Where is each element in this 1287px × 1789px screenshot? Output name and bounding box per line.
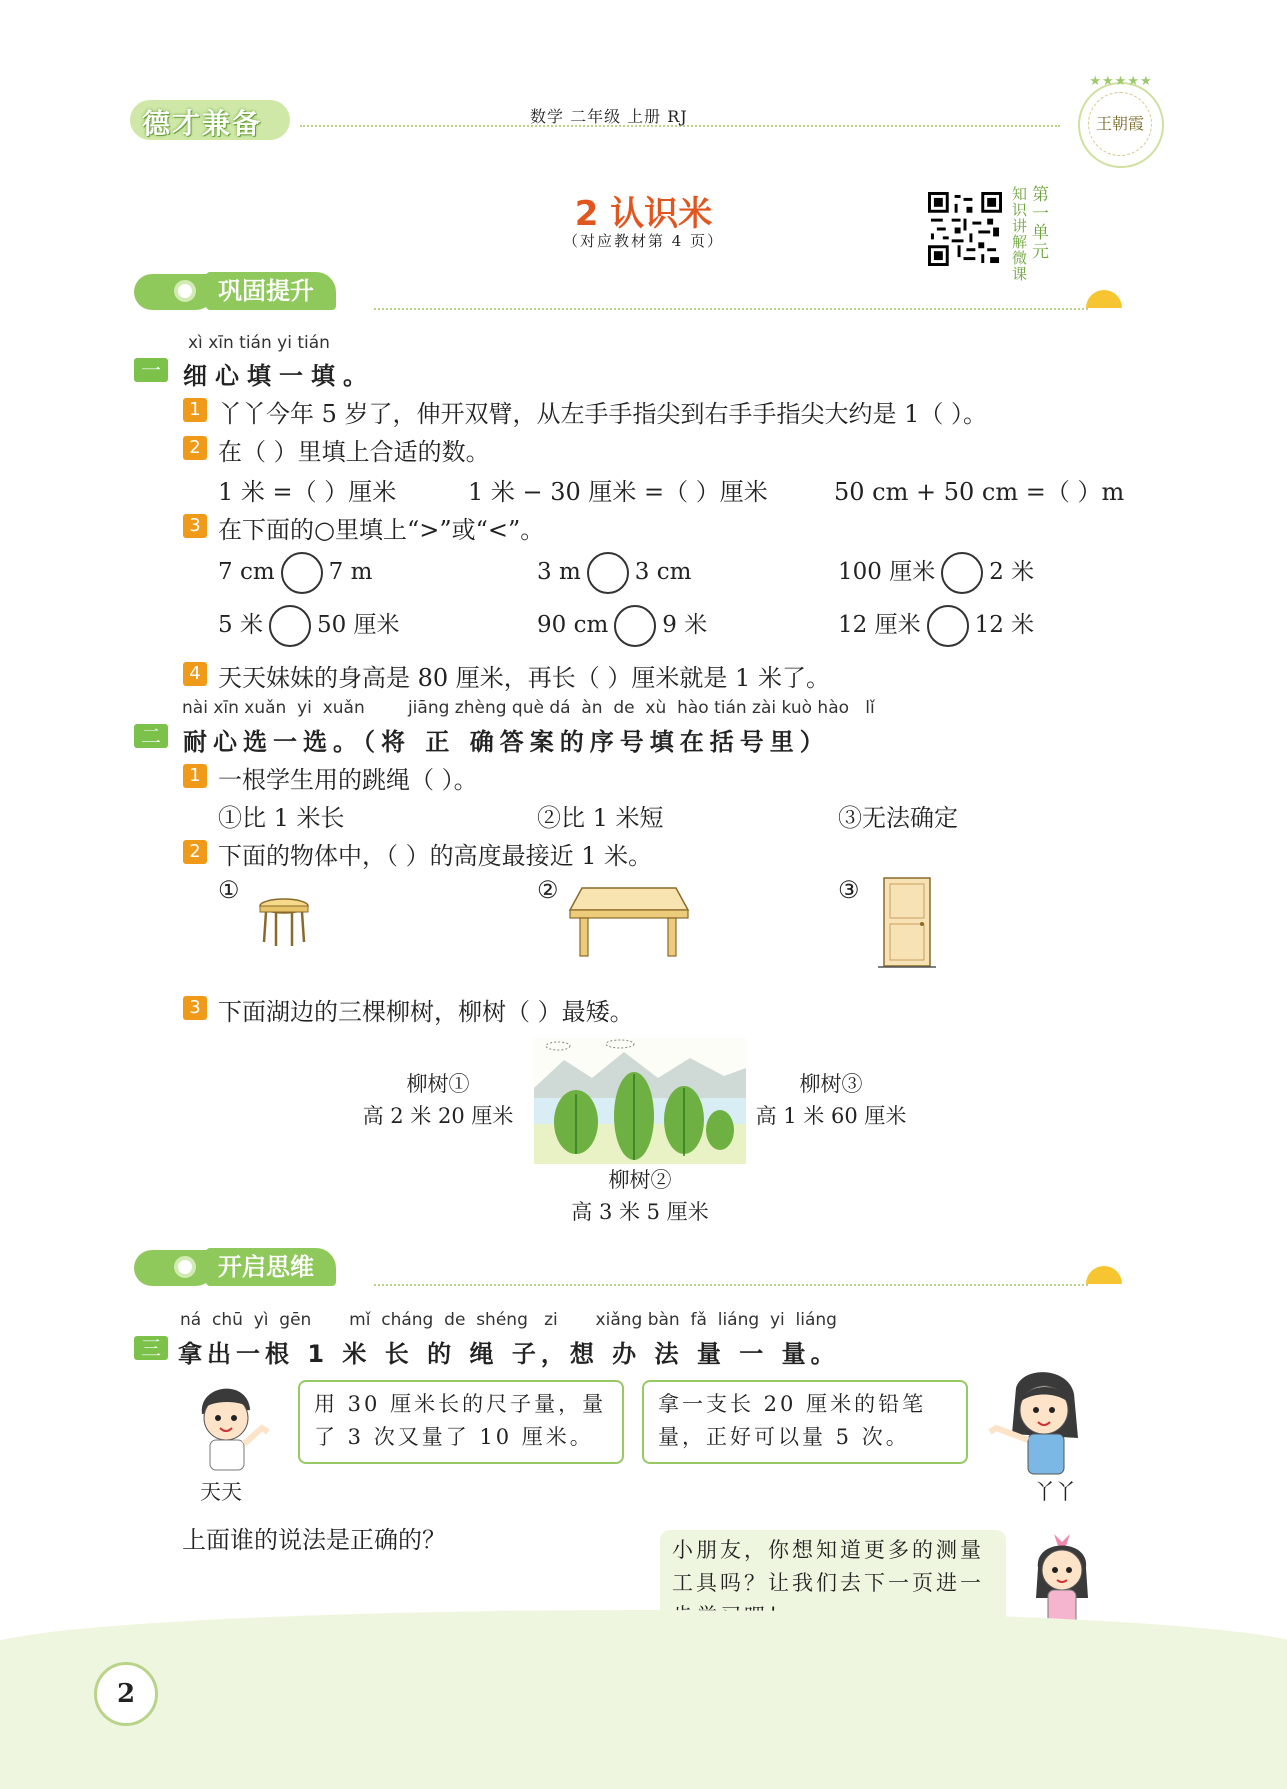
yaya-avatar [982,1368,1090,1478]
compare-item [537,605,707,647]
object-option-2[interactable]: ② [537,876,559,904]
compare-left: 7 cm [218,559,275,585]
part2-title: 耐心选一选。（将 正 确答案的序号填在括号里） [183,728,830,756]
option-1[interactable]: ①比 1 米长 [218,804,345,832]
lesson-title: 2 认识米 [574,194,713,234]
willow-lake-illustration [534,1038,746,1164]
p2-q2-number: 2 [183,840,207,864]
pinyin-part3: ná chū yì gēn mǐ cháng de shéng zi xiǎng bàn fǎ liáng yi liáng [180,1310,837,1330]
q3-text: 在下面的○里填上“>”或“<”。 [218,516,545,544]
part1-title: 细心填一填。 [183,362,375,390]
tree2-height: 高 3 米 5 厘米 [571,1200,709,1224]
tree3-height: 高 1 米 60 厘米 [755,1104,907,1128]
pinyin-part1: xì xīn tián yi tián [188,333,330,353]
compare-right: 9 米 [662,612,708,638]
object-option-3[interactable]: ③ [838,876,860,904]
tree3-name: 柳树③ [799,1072,863,1096]
q2-item-1: 1 米 =（ ）厘米 [218,478,397,506]
p2-q2-text: 下面的物体中，（ ）的高度最接近 1 米。 [218,842,653,870]
compare-left: 90 cm [537,612,609,638]
yaya-name: 丫丫 [1034,1480,1076,1504]
q2-number: 2 [183,436,207,460]
part3-tag: 三 [134,1336,168,1360]
banner-divider [374,1284,1088,1286]
qr-code[interactable] [928,192,1002,266]
table-icon [568,884,690,960]
answer-circle[interactable] [614,605,656,647]
q2-text: 在（ ）里填上合适的数。 [218,438,490,466]
lesson-subtitle: （对应教材第 4 页） [562,232,725,250]
tiantian-name: 天天 [200,1480,242,1504]
compare-left: 100 厘米 [838,559,936,585]
yaya-speech: 拿一支长 20 厘米的铅笔量，正好可以量 5 次。 [642,1380,968,1464]
page-number: 2 [94,1662,158,1726]
part3-question: 上面谁的说法是正确的？ [182,1526,446,1554]
stool-icon [256,896,312,948]
p2-q3-text: 下面湖边的三棵柳树，柳树（ ）最矮。 [218,998,634,1026]
subject-line: 数学 二年级 上册 RJ [530,107,688,126]
compare-left: 12 厘米 [838,612,921,638]
seal-text: 王朝霞 [1088,92,1152,156]
section-banner-thinking [134,1248,394,1288]
compare-right: 12 米 [974,612,1035,638]
sun-icon [1086,1266,1122,1284]
answer-circle[interactable] [941,552,983,594]
answer-circle[interactable] [927,605,969,647]
section-banner-consolidate [134,272,394,312]
tiantian-speech: 用 30 厘米长的尺子量，量了 3 次又量了 10 厘米。 [298,1380,624,1464]
compare-item [218,605,400,647]
q1-text: 丫丫今年 5 岁了，伸开双臂，从左手手指尖到右手手指尖大约是 1（ ）。 [218,400,988,428]
compare-right: 7 m [328,559,373,585]
answer-circle[interactable] [587,552,629,594]
compare-item [537,552,691,594]
compare-item [838,552,1034,594]
brand-logo [130,82,290,144]
option-2[interactable]: ②比 1 米短 [537,804,664,832]
qr-side-right: 第一单元 [1032,185,1049,262]
answer-circle[interactable] [269,605,311,647]
hint-box: 小朋友，你想知道更多的测量工具吗？让我们去下一页进一 [660,1530,1006,1634]
section-title-thinking: 开启思维 [206,1248,336,1286]
compare-left: 5 米 [218,612,263,638]
compare-right: 3 cm [634,559,692,585]
part2-tag: 二 [134,724,168,748]
object-option-1[interactable]: ① [218,876,240,904]
part3-title: 拿出一根 1 米 长 的 绳 子，想 办 法 量 一 量。 [178,1340,840,1368]
qr-side-left: 知识讲解微课 [1012,185,1028,283]
pinyin-part2: nài xīn xuǎn yi xuǎn jiāng zhèng què dá àn de xù hào tián zài kuò hào lǐ [182,698,875,718]
sun-icon [1086,290,1122,308]
q4-number: 4 [183,662,207,686]
q3-number: 3 [183,514,207,538]
part1-tag: 一 [134,358,168,382]
answer-circle[interactable] [281,552,323,594]
compare-right: 50 厘米 [316,612,400,638]
tree1-height: 高 2 米 20 厘米 [362,1104,514,1128]
seal-stars: ★★★★★ [1089,74,1153,89]
compare-right: 2 米 [989,559,1035,585]
section-title-consolidate: 巩固提升 [206,272,336,310]
p2-q1-text: 一根学生用的跳绳（ ）。 [218,766,478,794]
compare-item [838,605,1034,647]
compare-item [218,552,372,594]
option-3[interactable]: ③无法确定 [838,804,958,832]
tree1-name: 柳树① [406,1072,470,1096]
p2-q1-number: 1 [183,764,207,788]
brand-text: 德才兼备 [142,107,263,140]
door-icon [878,876,936,970]
tree2-name: 柳树② [608,1168,672,1192]
publisher-seal [1078,74,1164,168]
footer-band [0,1640,1287,1789]
q4-text: 天天妹妹的身高是 80 厘米，再长（ ）厘米就是 1 米了。 [218,664,830,692]
q2-item-3: 50 cm + 50 cm =（ ）m [834,478,1125,506]
tiantian-avatar [184,1374,276,1474]
banner-divider [374,308,1088,310]
q1-number: 1 [183,398,207,422]
p2-q3-number: 3 [183,996,207,1020]
compare-left: 3 m [537,559,581,585]
q2-item-2: 1 米 − 30 厘米 =（ ）厘米 [468,478,768,506]
